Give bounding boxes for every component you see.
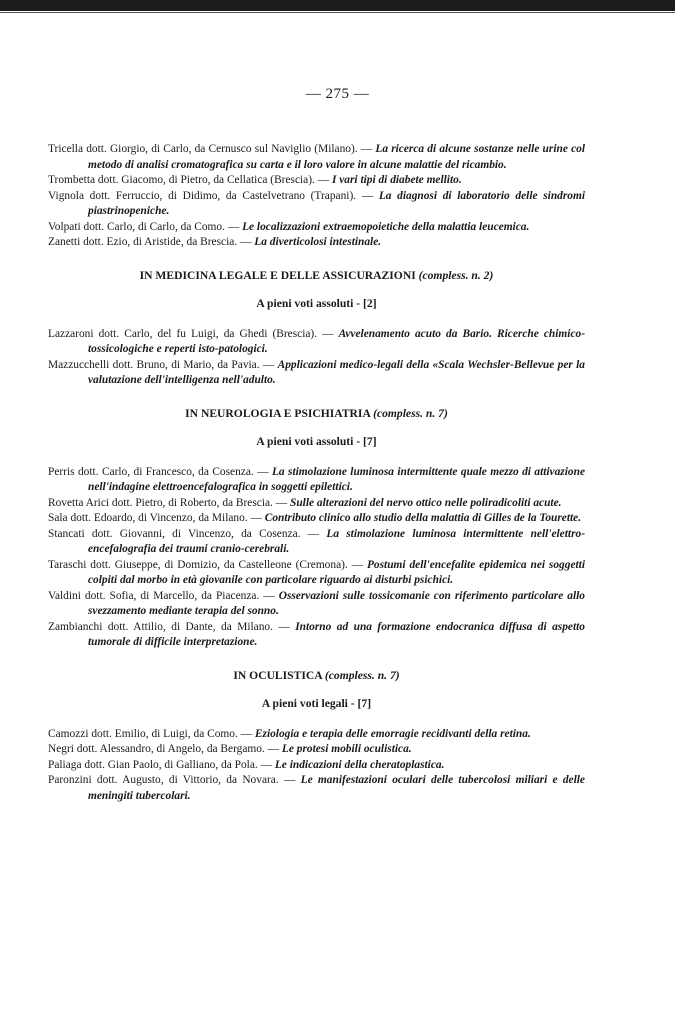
section-subheading: A pieni voti legali - [7]	[261, 697, 372, 710]
entry-title: I vari tipi di diabete mellito.	[331, 174, 462, 186]
entry-author: Trombetta dott. Giacomo, di Pietro, da Cellatica (Brescia). —	[48, 174, 332, 186]
entry-author: Tricella dott. Giorgio, di Carlo, da Cernusco sul Naviglio (Milano). —	[48, 143, 376, 155]
entry-author: Zambianchi dott. Attilio, di Dante, da Milano. —	[48, 620, 296, 633]
entry-title: Applicazioni medico-legali della «Scala Wechsler-Bellevue per la valutazione dell'intelligenza nell'adulto.	[88, 358, 585, 386]
list-entry	[48, 620, 585, 651]
list-entry	[48, 465, 585, 496]
section-subheading: A pieni voti assoluti - [7]	[256, 435, 377, 448]
list-entry	[48, 773, 585, 804]
section-subheading: A pieni voti assoluti - [2]	[256, 297, 377, 310]
list-entry	[48, 358, 585, 389]
list-entry	[48, 189, 585, 220]
entry-author: Camozzi dott. Emilio, di Luigi, da Como. —	[48, 727, 255, 740]
entry-author: Vignola dott. Ferruccio, di Didimo, da Castelvetrano (Trapani). —	[48, 189, 379, 202]
entry-title: Le indicazioni della cheratoplastica.	[274, 758, 445, 771]
entry-title: Le protesi mobili oculistica.	[281, 743, 412, 755]
list-entry	[48, 589, 585, 620]
entry-title: Intorno ad una formazione endocranica diffusa di aspetto tumorale di difficile interpretazione.	[88, 620, 586, 648]
entry-author: Lazzaroni dott. Carlo, del fu Luigi, da Ghedi (Brescia). —	[48, 327, 339, 340]
list-entry	[48, 558, 585, 589]
entry-author: Rovetta Arici dott. Pietro, di Roberto, da Brescia. —	[48, 496, 291, 509]
entry-title: La stimolazione luminosa intermittente nell'elettro-encefalografia dei traumi cranio-cerebrali.	[88, 527, 585, 555]
list-entry	[48, 742, 585, 758]
list-entry	[48, 758, 585, 774]
entry-author: Stancati dott. Giovanni, di Vincenzo, da Cosenza. —	[48, 527, 327, 540]
entry-title: Contributo clinico allo studio della malattia di Gilles de la Tourette.	[264, 512, 582, 524]
entry-title: Osservazioni sulle tossicomanie con riferimento particolare allo svezzamento mediante terapia del sonno.	[88, 589, 586, 617]
entry-title: La diagnosi di laboratorio delle sindromi piastrinopeniche.	[88, 189, 586, 217]
entry-author: Mazzucchelli dott. Bruno, di Mario, da Pavia. —	[48, 358, 278, 371]
entry-author: Valdini dott. Sofia, di Marcello, da Piacenza. —	[48, 589, 279, 602]
list-entry	[48, 235, 585, 251]
entry-title: La diverticolosi intestinale.	[254, 236, 382, 248]
page-top-border	[0, 0, 675, 11]
list-entry	[48, 727, 585, 743]
list-entry	[48, 327, 585, 358]
entry-author: Paronzini dott. Augusto, di Vittorio, da Novara. —	[48, 774, 301, 786]
entry-author: Sala dott. Edoardo, di Vincenzo, da Milano. —	[48, 512, 265, 524]
list-entry	[48, 173, 585, 189]
list-entry	[48, 142, 585, 173]
entry-author: Paliaga dott. Gian Paolo, di Galliano, da Pola. —	[48, 758, 275, 771]
entry-author: Taraschi dott. Giuseppe, di Domizio, da Castelleone (Cremona). —	[48, 558, 367, 571]
section-heading-neurologia: IN NEUROLOGIA E PSICHIATRIA (compless. n. 7)	[185, 406, 448, 420]
page-number: — 275 —	[305, 86, 370, 102]
entry-title: Avvelenamento acuto da Bario. Ricerche chimico-tossicologiche e reperti isto-patologici.	[88, 327, 585, 355]
list-entry	[48, 220, 585, 236]
entry-author: Zanetti dott. Ezio, di Aristide, da Brescia. —	[48, 236, 255, 248]
entry-title: Postumi dell'encefalite epidemica nei soggetti colpiti dal morbo in età giovanile con particolare riguardo ai disturbi psichici.	[88, 558, 585, 586]
list-entry	[48, 511, 585, 527]
list-entry	[48, 496, 585, 512]
page-body	[48, 142, 585, 804]
entry-title: La ricerca di alcune sostanze nelle urine col metodo di analisi cromatografica su carta e il loro valore in alcune malattie del ricambio.	[88, 143, 585, 171]
entry-author: Perris dott. Carlo, di Francesco, da Cosenza. —	[48, 465, 272, 478]
section-heading-oculistica: IN OCULISTICA (compless. n. 7)	[233, 668, 400, 682]
list-entry	[48, 527, 585, 558]
entry-title: Eziologia e terapia delle emorragie recidivanti della retina.	[254, 727, 531, 740]
entry-title: La stimolazione luminosa intermittente quale mezzo di attivazione nell'indagine elettroencefalografica in soggetti epilettici.	[88, 465, 585, 493]
section-heading-medicina-legale: IN MEDICINA LEGALE E DELLE ASSICURAZIONI (compless. n. 2)	[139, 268, 494, 282]
entry-title: Sulle alterazioni del nervo ottico nelle poliradicoliti acute.	[290, 496, 562, 509]
entry-list-continuation	[48, 142, 585, 251]
entry-title: Le localizzazioni extraemopoietiche della malattia leucemica.	[242, 220, 530, 233]
entry-title: Le manifestazioni oculari delle tubercolosi miliari e delle meningiti tubercolari.	[88, 774, 585, 802]
entry-author: Volpati dott. Carlo, di Carlo, da Como. —	[48, 220, 243, 233]
page-top-rule	[0, 12, 675, 13]
entry-author: Negri dott. Alessandro, di Angelo, da Bergamo. —	[48, 743, 282, 755]
